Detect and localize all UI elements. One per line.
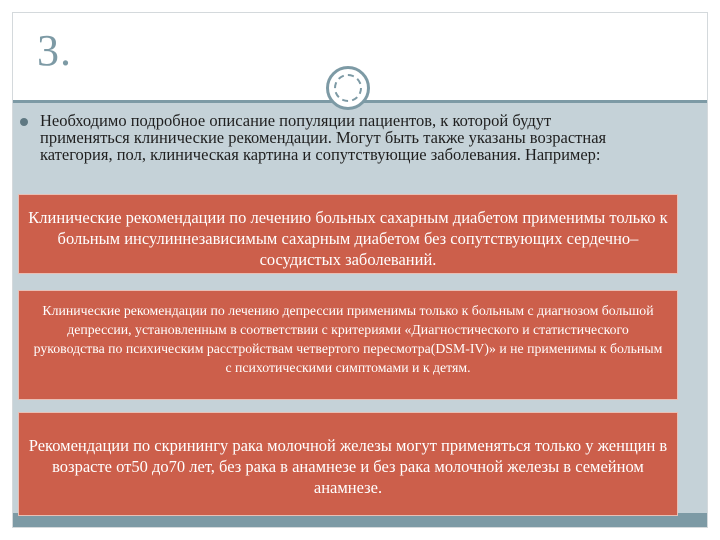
- example-box-breast-cancer: Рекомендации по скринингу рака молочной железы могут применяться только у женщин в возрасте от50 до70 лет, без рака в анамнезе и без рака молочной железы в семейном анамнезе.: [18, 412, 678, 516]
- medallion-icon: [326, 66, 370, 110]
- example-box-depression: Клинические рекомендации по лечению депрессии применимы только к больным с диагнозом большой депрессии, установленным в соответствии с критериями «Диагностического и статистического руководства по психическим расстройствам четвертого пересмотра(DSM-IV)» и не применимы к больным с психотическими симптомами и к детям.: [18, 290, 678, 400]
- medallion-ring: [334, 74, 362, 102]
- bullet-icon: [20, 118, 28, 126]
- bullet-text: Необходимо подробное описание популяции пациентов, к которой будут применяться клинические рекомендации. Могут быть также указаны возрастная категория, пол, клиническая картина и сопутствующие заболевания. Например:: [40, 111, 607, 164]
- slide-title: 3.: [37, 26, 72, 75]
- example-box-diabetes: Клинические рекомендации по лечению больных сахарным диабетом применимы только к больным инсулиннезависимым сахарным диабетом без сопутствующих сердечно–сосудистых заболеваний.: [18, 194, 678, 274]
- bullet-item: [20, 112, 640, 163]
